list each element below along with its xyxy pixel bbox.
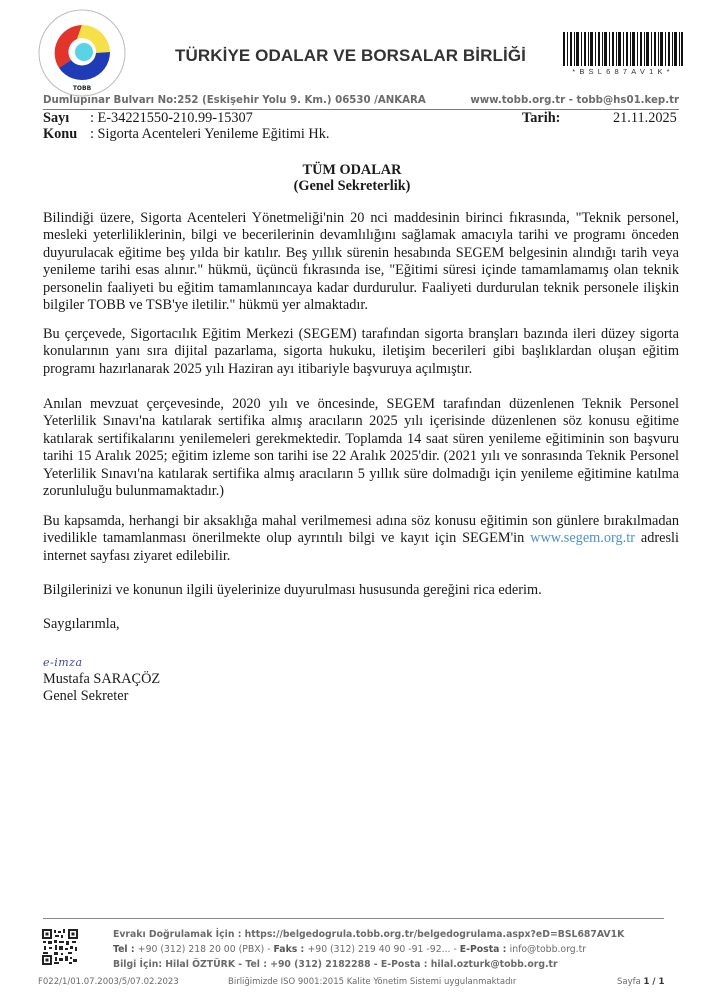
body-paragraph-2: Bu çerçevede, Sigortacılık Eğitim Merkezi (SEGEM) tarafından sigorta branşları bazında ileri düzey sigorta konularının yanı sıra dijital pazarlama, sigorta hukuku, iletişim becerileri gibi başlıklardan oluşan eğitim programı hazırlanarak 2025 yılı Haziran ayı itibariyle başvuruya açılmıştır. [43, 326, 679, 377]
eposta-label: E-Posta : [459, 944, 510, 955]
tarih-value: 21.11.2025 [613, 110, 677, 126]
tobb-logo-icon [37, 8, 127, 98]
tel-label: Tel : [113, 944, 138, 955]
sayi-value: : E-34221550-210.99-15307 [90, 110, 253, 126]
footer-verify-line [113, 929, 624, 940]
konu-label: Konu [43, 126, 78, 142]
address-line [43, 95, 679, 106]
page-value: 1 / 1 [643, 977, 665, 987]
info-label: Bilgi İçin: Hilal ÖZTÜRK [113, 959, 236, 970]
tarih-label: Tarih: [522, 110, 561, 126]
signer-title: Genel Sekreter [43, 688, 129, 705]
form-code: F022/1/01.07.2003/5/07.02.2023 [38, 977, 179, 987]
body-paragraph-5: Bilgilerinizi ve konunun ilgili üyelerinize duyurulması hususunda gereğini rica ederim. [43, 582, 542, 598]
faks-label: Faks : [273, 944, 308, 955]
verify-label: Evrakı Doğrulamak İçin : [113, 929, 245, 940]
footer-info-line: Bilgi İçin: Hilal ÖZTÜRK - Tel : +90 (312) 2182288 - E-Posta : hilal.ozturk@tobb.org.tr [113, 959, 558, 970]
page-indicator [617, 977, 664, 987]
recipient-line: TÜM ODALAR [302, 162, 402, 178]
iso-note: Birliğimizde ISO 9001:2015 Kalite Yönetim Sistemi uygulanmaktadır [228, 977, 517, 987]
logo-abbr: TOBB [72, 85, 92, 92]
body-paragraph-3: Anılan mevzuat çerçevesinde, 2020 yılı ve öncesinde, SEGEM tarafından düzenlenen Teknik Personel Yeterlilik Sınavı'na katılarak sertifika almış aracıların 2025 yılı içerisinde düzenlenen söz konusu eğitime katılarak sertifikalarını yenilemeleri gerekmektedir. Toplamda 14 saat süren yenileme eğitiminin son başvuru tarihi 15 Aralık 2025; eğitim izleme son tarihi ise 22 Aralık 2025'dir. (2021 yılı ve sonrasında Teknik Personel Yeterlilik Sınavı'na katılarak sertifika almış aracıların 5 yıllık süre dolmadığı için yenileme eğitimine katılma zorunluluğu bulunmamaktadır.) [43, 396, 679, 500]
body-paragraph-1: Bilindiği üzere, Sigorta Acenteleri Yönetmeliği'nin 20 nci maddesinin birinci fıkrasında, "Teknik personel, mesleki yeterliliklerinin, bilgi ve becerilerinin devamlılığını sağlamak amacıyla tarihi ve programı önceden duyurulacak eğitime beş yılda bir katılır. Beş yıllık sürenin hesabında SEGEM belgesinin alındığı tarih veya yenileme tarihi esas alınır." hükmü, üçüncü fıkrasında ise, "Eğitimi süresi içinde tamamlamamış olan teknik personelin faaliyeti bu eğitim tamamlanıncaya kadar durdurulur. Faaliyeti durdurulan teknik personele ilişkin bilgiler TOBB ve TSB'ye iletilir." hükmü yer almaktadır. [43, 210, 679, 314]
page-label: Sayfa [617, 977, 644, 987]
body-paragraph-4 [43, 513, 679, 565]
barcode-text: *BSL687AV1K* [572, 67, 674, 76]
recipient-subline: (Genel Sekreterlik) [293, 178, 411, 194]
footer-contact-line: Tel : +90 (312) 218 20 00 (PBX) - Faks : +90 (312) 219 40 90 -91 -92... - E-Posta : info@tobb.org.tr [113, 944, 587, 955]
closing-text: Saygılarımla, [43, 616, 120, 632]
p4-text-before: Bu kapsamda, herhangi bir aksaklığa mahal verilmemesi adına söz konusu eğitimin son günlere bırakılmadan ivedilikle tamamlanması önerilmekte olup ayrıntılı bilgi ve kayıt için SEGEM'in [43, 513, 679, 547]
e-signature-mark: e-imza [43, 656, 83, 669]
contact-text: www.tobb.org.tr - tobb@hs01.kep.tr [470, 95, 679, 106]
konu-value: : Sigorta Acenteleri Yenileme Eğitimi Hk. [90, 126, 330, 142]
address-text: Dumlupınar Bulvarı No:252 (Eskişehir Yolu 9. Km.) 06530 /ANKARA [43, 95, 426, 106]
verify-url[interactable]: https://belgedogrula.tobb.org.tr/belgedogrulama.aspx?eD=BSL687AV1K [244, 929, 625, 940]
faks-value: +90 (312) 219 40 90 -91 -92... [307, 944, 451, 955]
sayi-label: Sayı [43, 110, 70, 126]
qr-code-icon [42, 929, 78, 965]
eposta-value[interactable]: info@tobb.org.tr [509, 944, 587, 955]
info-email[interactable]: E-Posta : hilal.ozturk@tobb.org.tr [380, 959, 558, 970]
segem-link[interactable]: www.segem.org.tr [530, 530, 635, 547]
p4-text-after: adresli internet sayfası ziyaret edilebilir. [43, 530, 679, 564]
signer-name: Mustafa SARAÇÖZ [43, 671, 161, 687]
barcode-icon [563, 32, 683, 66]
footer-divider [43, 918, 664, 919]
tel-value: +90 (312) 218 20 00 (PBX) [137, 944, 265, 955]
signer-block [43, 671, 160, 706]
org-title: TÜRKİYE ODALAR VE BORSALAR BİRLİĞİ [175, 46, 526, 65]
info-tel: Tel : +90 (312) 2182288 [245, 959, 371, 970]
